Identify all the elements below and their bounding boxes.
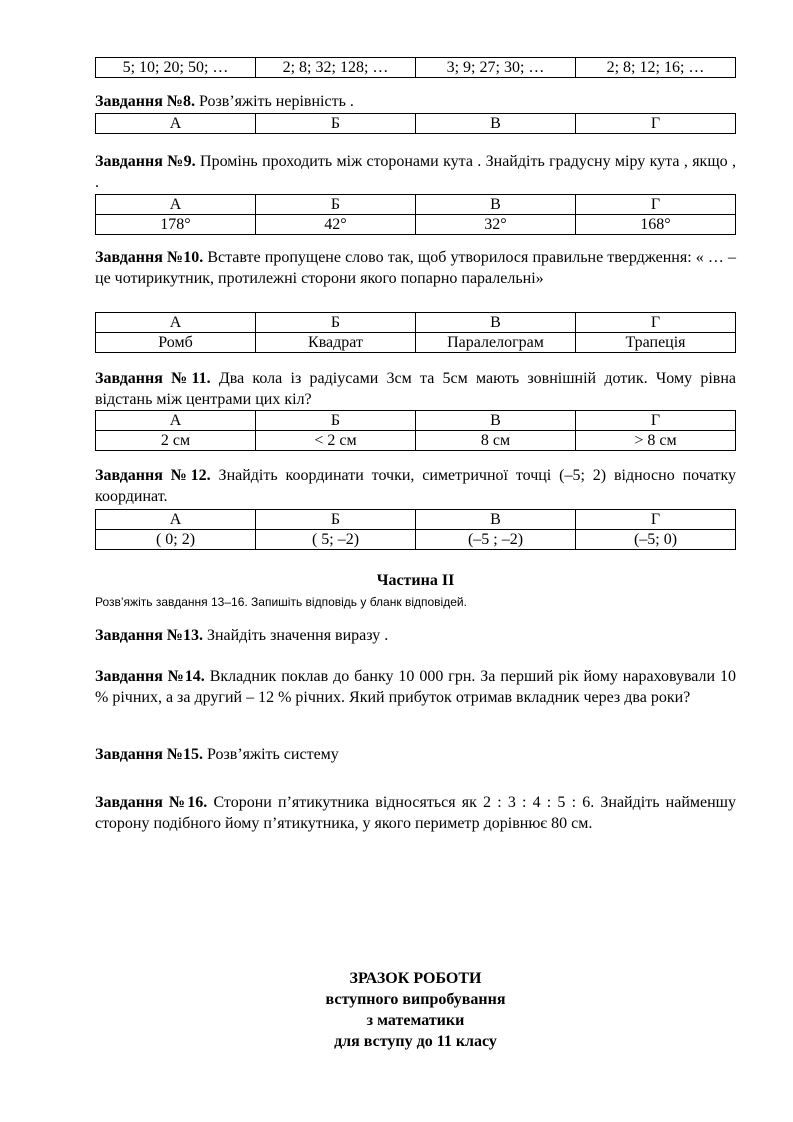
task12-label: Завдання №12. bbox=[95, 467, 211, 484]
option-letter: В bbox=[416, 510, 576, 530]
option-value: < 2 см bbox=[256, 431, 416, 451]
table-row bbox=[96, 313, 736, 333]
task11-label: Завдання №11. bbox=[95, 370, 211, 387]
task15-body: Розв’яжіть систему bbox=[202, 746, 339, 763]
table-row bbox=[96, 530, 736, 550]
task13-label: Завдання №13. bbox=[95, 627, 203, 644]
table-row bbox=[96, 333, 736, 353]
table-row bbox=[96, 58, 736, 78]
option-value: 32° bbox=[416, 215, 576, 235]
footer-line1: ЗРАЗОК РОБОТИ bbox=[349, 970, 482, 987]
task12-text bbox=[95, 465, 736, 507]
option-value: ( 0; 2) bbox=[96, 530, 256, 550]
option-value: > 8 см bbox=[576, 431, 736, 451]
option-value: Трапеція bbox=[576, 333, 736, 353]
table-cell: 2; 8; 12; 16; … bbox=[576, 58, 736, 78]
option-letter: Г bbox=[576, 114, 736, 134]
task14-text bbox=[95, 666, 736, 708]
option-letter: Б bbox=[256, 195, 416, 215]
footer-line2: вступного випробування bbox=[325, 991, 506, 1008]
option-letter: Г bbox=[576, 195, 736, 215]
table-row bbox=[96, 215, 736, 235]
option-value: Квадрат bbox=[256, 333, 416, 353]
option-value: Ромб bbox=[96, 333, 256, 353]
task16-body: Сторони п’ятикутника відносяться як 2 : 3 : 4 : 5 : 6. Знайдіть найменшу сторону подібного йому п’ятикутника, у якого периметр дорівнює 80 см. bbox=[95, 794, 736, 832]
task7-answer-table bbox=[95, 57, 736, 78]
option-letter: А bbox=[96, 114, 256, 134]
footer-title bbox=[95, 968, 736, 1052]
option-value: 178° bbox=[96, 215, 256, 235]
task9-text bbox=[95, 151, 736, 193]
footer-line3: з математики bbox=[366, 1012, 465, 1029]
option-letter: Б bbox=[256, 411, 416, 431]
task15-label: Завдання №15. bbox=[95, 746, 203, 763]
option-value: 42° bbox=[256, 215, 416, 235]
task13-text bbox=[95, 625, 736, 646]
task16-text bbox=[95, 792, 736, 834]
task12-body: Знайдіть координати точки, симетричної точці (–5; 2) відносно початку координат. bbox=[95, 467, 737, 505]
task8-body: Розв’яжіть нерівність . bbox=[194, 93, 354, 110]
task14-body: Вкладник поклав до банку 10 000 грн. За перший рік йому нараховували 10 % річних, а за другий – 12 % річних. Який прибуток отримав вкладник через два роки? bbox=[95, 668, 737, 706]
option-letter: Б bbox=[256, 114, 416, 134]
task8-answer-table bbox=[95, 113, 736, 134]
option-letter: А bbox=[96, 313, 256, 333]
option-letter: Г bbox=[576, 510, 736, 530]
part2-note: Розв’яжіть завдання 13–16. Запишіть відповідь у бланк відповідей. bbox=[95, 595, 467, 609]
table-cell: 3; 9; 27; 30; … bbox=[416, 58, 576, 78]
option-letter: В bbox=[416, 411, 576, 431]
option-value: (–5 ; –2) bbox=[416, 530, 576, 550]
option-value: (–5; 0) bbox=[576, 530, 736, 550]
option-letter: Г bbox=[576, 313, 736, 333]
table-row bbox=[96, 431, 736, 451]
option-letter: Б bbox=[256, 313, 416, 333]
task16-label: Завдання №16. bbox=[95, 794, 208, 811]
task8-text bbox=[95, 91, 736, 112]
option-value: 8 см bbox=[416, 431, 576, 451]
table-row bbox=[96, 510, 736, 530]
option-value: Паралелограм bbox=[416, 333, 576, 353]
option-letter: В bbox=[416, 195, 576, 215]
table-row bbox=[96, 195, 736, 215]
task11-text bbox=[95, 368, 736, 410]
task10-text bbox=[95, 247, 736, 289]
task9-answer-table bbox=[95, 194, 736, 235]
option-letter: В bbox=[416, 114, 576, 134]
task15-text bbox=[95, 744, 736, 765]
option-letter: Б bbox=[256, 510, 416, 530]
option-letter: В bbox=[416, 313, 576, 333]
table-cell: 2; 8; 32; 128; … bbox=[256, 58, 416, 78]
task9-label: Завдання №9. bbox=[95, 153, 196, 170]
task12-answer-table bbox=[95, 509, 736, 550]
task10-label: Завдання №10. bbox=[95, 249, 204, 266]
task11-body: Два кола із радіусами 3см та 5см мають зовнішній дотик. Чому рівна відстань між центрами цих кіл? bbox=[95, 370, 736, 408]
task11-answer-table bbox=[95, 410, 736, 451]
option-value: 2 см bbox=[96, 431, 256, 451]
option-value: 168° bbox=[576, 215, 736, 235]
task10-body: Вставте пропущене слово так, щоб утворилося правильне твердження: « … – це чотирикутник, протилежні сторони якого попарно паралельні» bbox=[95, 249, 737, 287]
task14-label: Завдання №14. bbox=[95, 668, 205, 685]
part2-title: Частина ІІ bbox=[376, 572, 455, 589]
footer-line4: для вступу до 11 класу bbox=[334, 1033, 497, 1050]
table-cell: 5; 10; 20; 50; … bbox=[96, 58, 256, 78]
option-value: ( 5; –2) bbox=[256, 530, 416, 550]
option-letter: Г bbox=[576, 411, 736, 431]
task13-body: Знайдіть значення виразу . bbox=[202, 627, 389, 644]
task10-answer-table bbox=[95, 312, 736, 353]
task9-body: Промінь проходить між сторонами кута . Знайдіть градусну міру кута , якщо , . bbox=[95, 153, 736, 191]
option-letter: А bbox=[96, 510, 256, 530]
table-row bbox=[96, 411, 736, 431]
task8-label: Завдання №8. bbox=[95, 93, 195, 110]
option-letter: А bbox=[96, 411, 256, 431]
table-row bbox=[96, 114, 736, 134]
option-letter: А bbox=[96, 195, 256, 215]
